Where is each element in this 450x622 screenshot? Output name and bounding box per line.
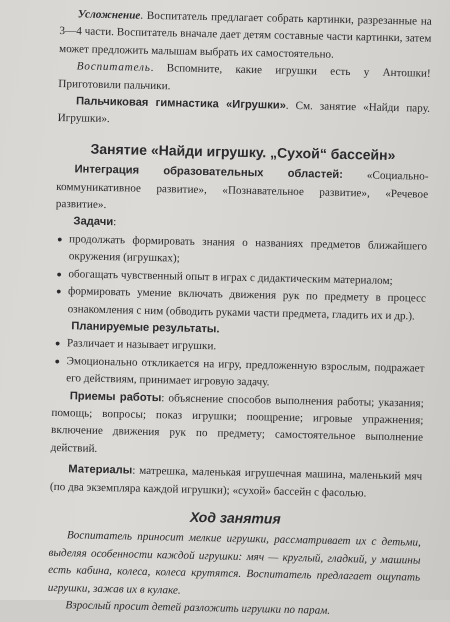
materials-paragraph	[50, 461, 423, 504]
tasks-colon: :	[113, 216, 117, 229]
methods-text: : объяснение способов выполнения работы; указания; помощь; вопросы; показ игрушки; поощрение; игровые упражнения; включение движения рук по предмету; самостоятельное выполнение действий.	[50, 391, 424, 455]
integration-label: Интеграция образовательных областей:	[74, 163, 344, 182]
page-content	[47, 6, 432, 622]
result-text: Различает и называет игрушки.	[66, 337, 217, 353]
gymnastics-paragraph	[57, 93, 430, 136]
integration-paragraph	[56, 161, 429, 221]
results-label: Планируемые результаты.	[71, 320, 220, 336]
course-title: Ход занятия	[189, 508, 281, 527]
tasks-label: Задачи	[73, 215, 114, 229]
materials-label: Материалы	[68, 463, 133, 477]
complication-label: Усложнение	[77, 8, 141, 22]
integration-text: «Социально-коммуникативное развитие», «Познавательное развитие», «Речевое развитие».	[55, 169, 429, 212]
materials-text: : матрешка, маленькая игрушечная машина, маленький мяч (по два экземпляра каждой игрушки); «сухой» бассейн с фасолью.	[49, 464, 423, 500]
lesson-title: Занятие «Найди игрушку. „Сухой“ бассейн»	[90, 140, 396, 163]
bullet-dot-icon: ●	[54, 338, 61, 349]
task-text: обогащать чувственный опыт в играх с дидактическим материалом;	[68, 267, 393, 287]
complication-paragraph	[59, 6, 432, 66]
gymnastics-label: Пальчиковая гимнастика «Игрушки»	[75, 95, 286, 112]
course-paragraph: Взрослый просит детей разложить игрушки по парам.	[65, 599, 331, 617]
methods-label: Приемы работы	[69, 389, 162, 404]
bullet-dot-icon: ●	[56, 268, 62, 279]
gymnastics-text: . См. занятие «Найди пару. Игрушки».	[57, 99, 431, 126]
course-paragraph: Воспитатель приносит мелкие игрушки, рассматривает их с детьми, выделяя особенности каждой игрушки: мяч — круглый, гладкий, у машины есть кабина, колеса, колеса крутятся. Воспитатель предлагает ощупать игрушки, зажав их в кулаке.	[47, 529, 421, 597]
methods-paragraph	[51, 387, 424, 464]
bullet-dot-icon: ●	[57, 233, 63, 244]
result-text: Эмоционально откликается на игру, предложенную взрослым, подражает его действиям, принимает игровую задачу.	[66, 354, 425, 389]
teacher-label: Воспитатель	[76, 60, 151, 75]
task-text: формировать умение включать движения рук по предмету в процесс ознакомления с ним (обводить руками части предмета, гладить их и др.).	[67, 285, 427, 322]
bullet-dot-icon: ●	[54, 355, 61, 366]
task-text: продолжать формировать знания о названиях предметов ближайшего окружения (игрушках);	[68, 233, 428, 265]
teacher-text: . Вспомните, какие игрушки есть у Антошки! Приготовили пальчики.	[58, 62, 431, 92]
bullet-dot-icon: ●	[55, 286, 62, 297]
complication-text: . Воспитатель предлагает собрать картинки, разрезанные на 3—4 части. Воспитатель вначале дает детям составные части картинки, затем может предложить малышам выбрать их самостоятельно.	[58, 9, 432, 61]
